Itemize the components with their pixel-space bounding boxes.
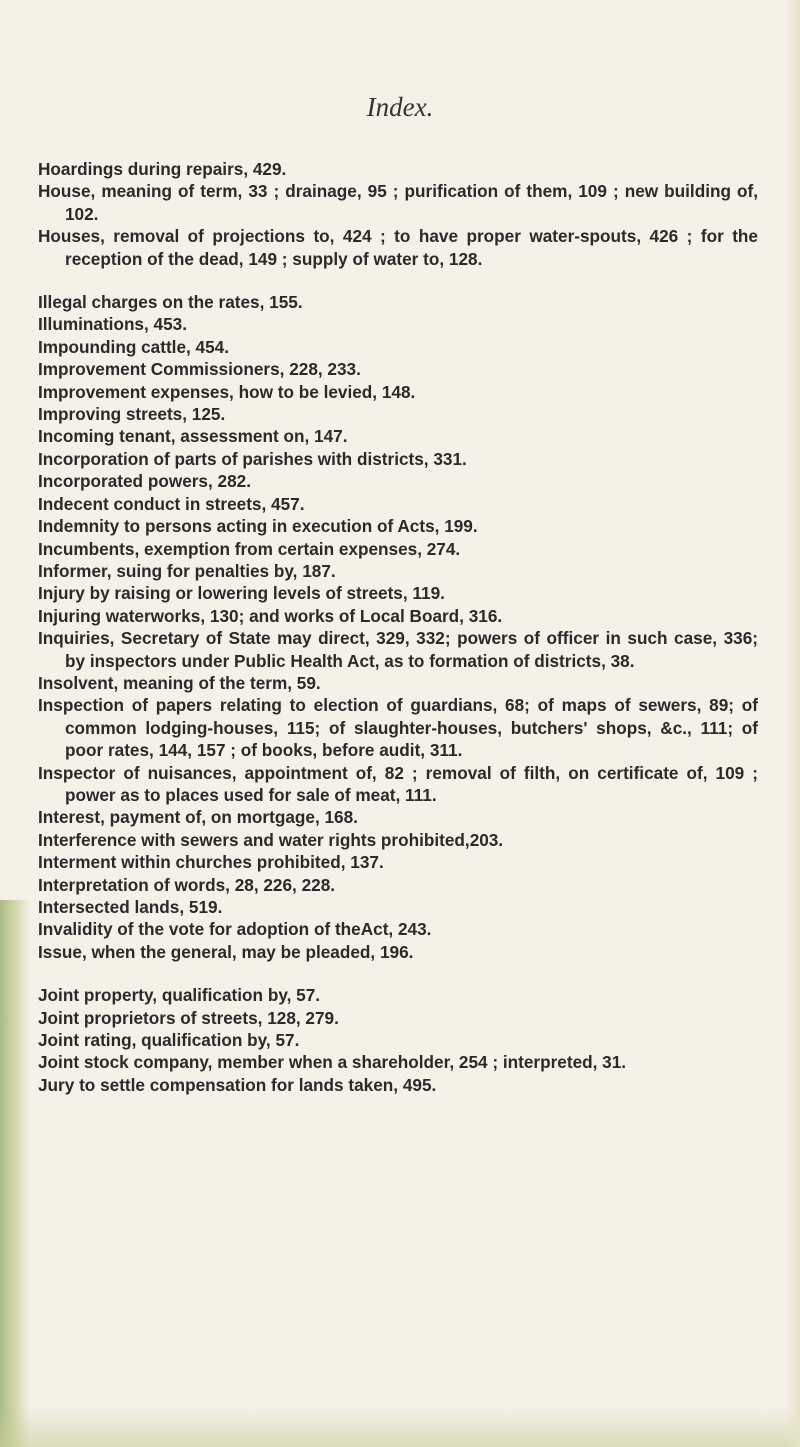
index-entry: House, meaning of term, 33 ; drainage, 95 ; purification of them, 109 ; new building of, 102. bbox=[38, 181, 758, 224]
index-entry: Interpretation of words, 28, 226, 228. bbox=[38, 874, 336, 895]
index-entry: Issue, when the general, may be pleaded, 196. bbox=[38, 941, 414, 962]
index-entry: Incorporated powers, 282. bbox=[38, 471, 251, 492]
index-entry: Inspection of papers relating to election of guardians, 68; of maps of sewers, 89; of common lodging-houses, 115; of slaughter-houses, butchers' shops, &c., 111; of poor rates, 144, 157 ; of books, before audit, 311. bbox=[38, 695, 758, 761]
index-entry: Injuring waterworks, 130; and works of Local Board, 316. bbox=[38, 605, 503, 626]
index-group-i bbox=[38, 291, 758, 963]
index-entry: Inspector of nuisances, appointment of, 82 ; removal of filth, on certificate of, 109 ; power as to places used for sale of meat, 111. bbox=[38, 762, 758, 805]
page-shadow-bottom bbox=[0, 1407, 800, 1447]
index-entry: Incorporation of parts of parishes with districts, 331. bbox=[38, 448, 467, 469]
index-entry: Improvement expenses, how to be levied, 148. bbox=[38, 381, 416, 402]
index-entry: Incoming tenant, assessment on, 147. bbox=[38, 426, 348, 447]
index-entry: Illuminations, 453. bbox=[38, 314, 187, 335]
page-heading: Index. bbox=[366, 92, 434, 122]
index-entry: Insolvent, meaning of the term, 59. bbox=[38, 672, 321, 693]
index-entry: Impounding cattle, 454. bbox=[38, 336, 230, 357]
index-body bbox=[38, 158, 758, 1117]
index-entry: Improvement Commissioners, 228, 233. bbox=[38, 359, 361, 380]
index-entry: Jury to settle compensation for lands taken, 495. bbox=[38, 1074, 437, 1095]
index-entry: Injury by raising or lowering levels of streets, 119. bbox=[38, 583, 445, 604]
index-entry: Joint stock company, member when a shareholder, 254 ; interpreted, 31. bbox=[38, 1052, 627, 1073]
index-entry: Intersected lands, 519. bbox=[38, 897, 223, 917]
index-entry: Joint property, qualification by, 57. bbox=[38, 985, 321, 1006]
index-entry: Invalidity of the vote for adoption of theAct, 243. bbox=[38, 919, 432, 940]
index-entry: Interest, payment of, on mortgage, 168. bbox=[38, 807, 358, 828]
index-entry: Houses, removal of projections to, 424 ; to have proper water-spouts, 426 ; for the reception of the dead, 149 ; supply of water to, 128. bbox=[38, 226, 758, 269]
index-group-h bbox=[38, 158, 758, 270]
page-edge-right bbox=[786, 0, 800, 1447]
index-entry: Inquiries, Secretary of State may direct, 329, 332; powers of officer in such case, 336; by inspectors under Public Health Act, as to formation of districts, 38. bbox=[38, 628, 758, 671]
index-entry: Joint proprietors of streets, 128, 279. bbox=[38, 1007, 339, 1028]
index-entry: Illegal charges on the rates, 155. bbox=[38, 292, 303, 313]
index-entry: Interference with sewers and water rights prohibited,203. bbox=[38, 829, 504, 850]
index-entry: Indemnity to persons acting in execution of Acts, 199. bbox=[38, 516, 478, 537]
index-entry: Hoardings during repairs, 429. bbox=[38, 159, 287, 179]
index-group-j bbox=[38, 984, 758, 1096]
index-entry: Interment within churches prohibited, 137. bbox=[38, 852, 384, 873]
index-entry: Joint rating, qualification by, 57. bbox=[38, 1030, 300, 1051]
index-entry: Indecent conduct in streets, 457. bbox=[38, 493, 305, 514]
index-entry: Informer, suing for penalties by, 187. bbox=[38, 560, 336, 581]
page-shadow-left bbox=[0, 900, 30, 1447]
index-entry: Improving streets, 125. bbox=[38, 404, 226, 425]
index-entry: Incumbents, exemption from certain expenses, 274. bbox=[38, 538, 461, 559]
